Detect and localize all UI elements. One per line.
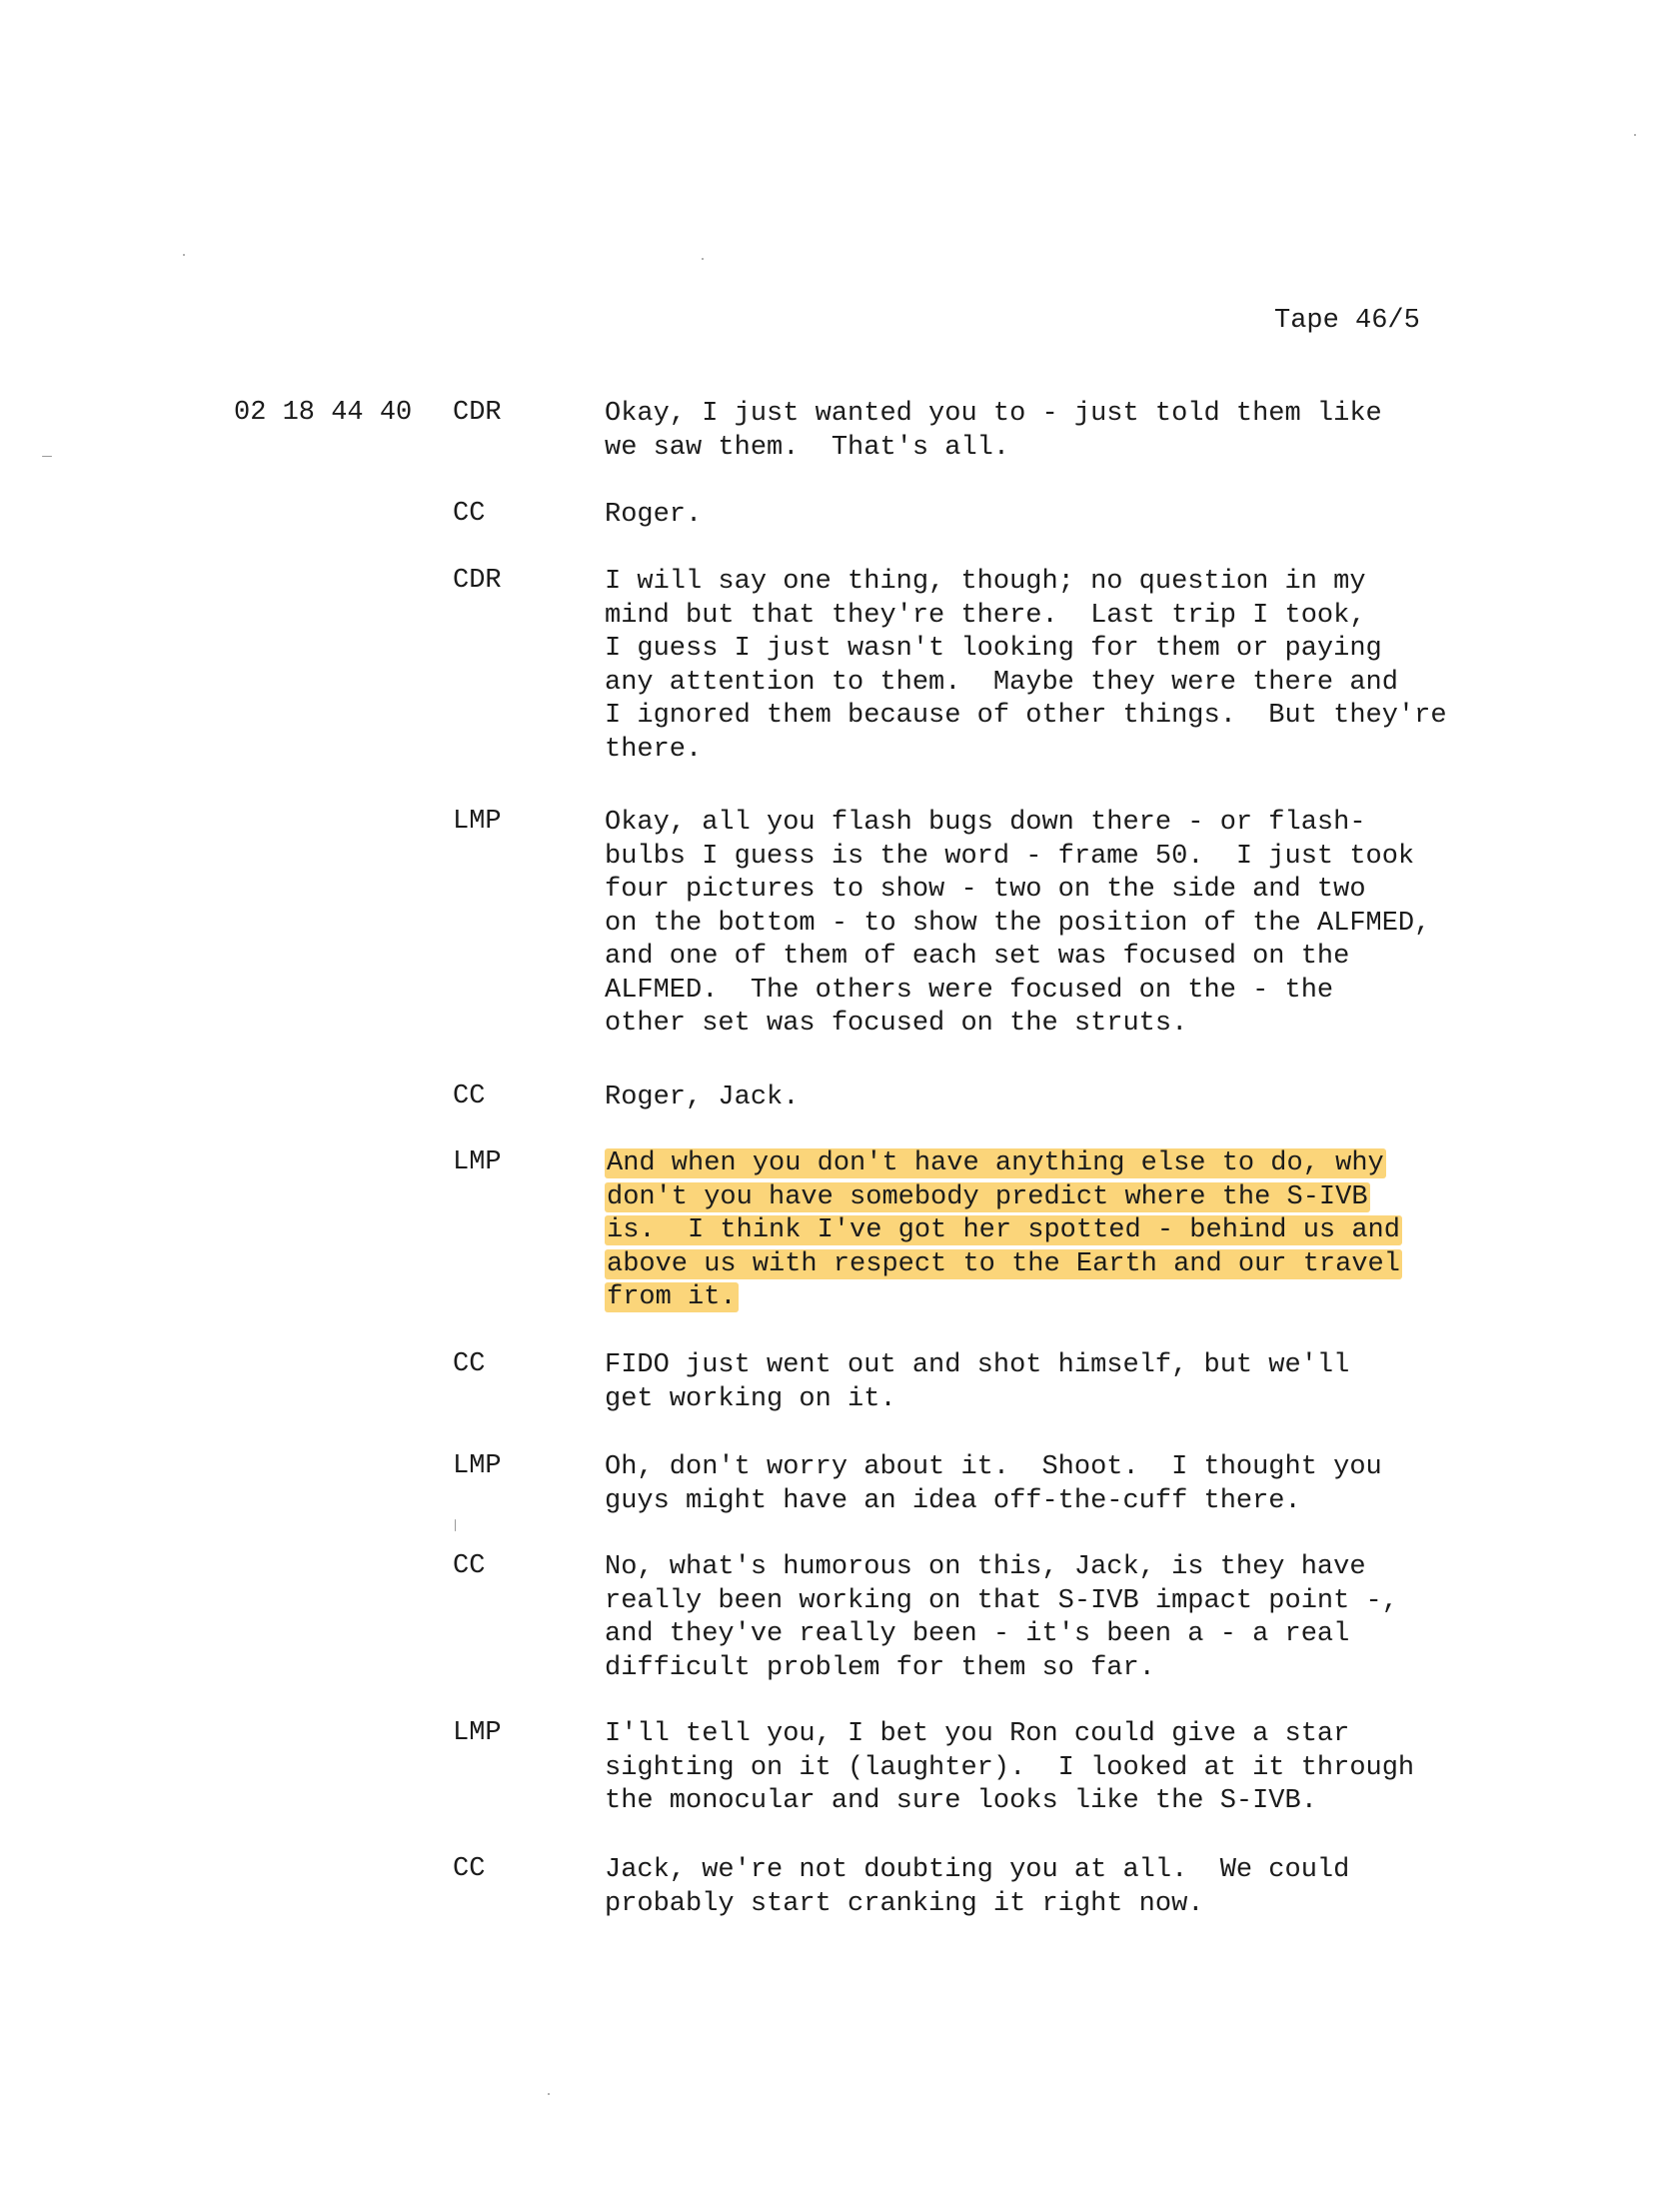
dialogue-line bbox=[605, 1785, 1604, 1819]
speaker-label: LMP bbox=[453, 807, 502, 837]
dialogue-line bbox=[605, 633, 1604, 667]
dialogue-line-text: is. I think I've got her spotted - behind us and bbox=[607, 1215, 1400, 1245]
speaker-label: LMP bbox=[453, 1718, 502, 1748]
speaker-label: LMP bbox=[453, 1451, 502, 1481]
dialogue-line-text: I will say one thing, though; no question in my bbox=[605, 567, 1366, 597]
dialogue-line bbox=[605, 566, 1604, 600]
dialogue-line bbox=[605, 734, 1604, 768]
dialogue-line-text: get working on it. bbox=[605, 1383, 896, 1414]
dialogue-line-text: No, what's humorous on this, Jack, is they have bbox=[605, 1552, 1366, 1582]
dialogue-line bbox=[605, 1652, 1604, 1686]
dialogue-line bbox=[605, 1618, 1604, 1652]
dialogue-line-text: Roger, Jack. bbox=[605, 1083, 800, 1112]
dialogue-line-text: on the bottom - to show the position of the ALFMED, bbox=[605, 908, 1431, 939]
dialogue-line bbox=[605, 600, 1604, 634]
dialogue-line bbox=[605, 1147, 1604, 1181]
dialogue-text bbox=[605, 1854, 1604, 1921]
dialogue-line bbox=[605, 1281, 1604, 1315]
dialogue-line bbox=[605, 1181, 1604, 1215]
dialogue-line bbox=[605, 1585, 1604, 1619]
dialogue-text bbox=[605, 1082, 1604, 1115]
dialogue-line-text: ALFMED. The others were focused on the - the bbox=[605, 975, 1334, 1006]
scan-speck bbox=[548, 2093, 550, 2095]
speaker-label: CC bbox=[453, 1854, 486, 1884]
dialogue-line-text: Roger. bbox=[605, 500, 703, 530]
dialogue-line bbox=[605, 807, 1604, 841]
highlighted-dialogue bbox=[605, 1147, 1604, 1315]
scan-speck bbox=[455, 1519, 456, 1531]
dialogue-line-text: and one of them of each set was focused on the bbox=[605, 942, 1350, 972]
dialogue-line-text: Okay, all you flash bugs down there - or flash- bbox=[605, 808, 1366, 838]
dialogue-line bbox=[605, 700, 1604, 734]
dialogue-line bbox=[605, 1485, 1604, 1519]
dialogue-line bbox=[605, 1214, 1604, 1248]
speaker-label: CDR bbox=[453, 566, 502, 596]
dialogue-line-text: Jack, we're not doubting you at all. We could bbox=[605, 1855, 1350, 1885]
scan-speck bbox=[183, 254, 185, 256]
scan-speck bbox=[1634, 134, 1636, 136]
speaker-label: CDR bbox=[453, 398, 502, 428]
dialogue-line-text: other set was focused on the struts. bbox=[605, 1009, 1188, 1039]
dialogue-line bbox=[605, 1854, 1604, 1888]
dialogue-line-text: guys might have an idea off-the-cuff there. bbox=[605, 1485, 1301, 1516]
scan-speck bbox=[42, 456, 52, 457]
dialogue-line bbox=[605, 908, 1604, 942]
tape-label: Tape 46/5 bbox=[1274, 306, 1420, 336]
dialogue-line bbox=[605, 1888, 1604, 1922]
speaker-label: CC bbox=[453, 1349, 486, 1379]
dialogue-line bbox=[605, 1248, 1604, 1282]
dialogue-line bbox=[605, 1082, 1604, 1115]
dialogue-line-text: I guess I just wasn't looking for them or paying bbox=[605, 634, 1382, 664]
dialogue-line bbox=[605, 874, 1604, 908]
dialogue-text bbox=[605, 1451, 1604, 1518]
dialogue-line bbox=[605, 432, 1604, 466]
dialogue-line bbox=[605, 1752, 1604, 1786]
dialogue-line-text: I'll tell you, I bet you Ron could give a star bbox=[605, 1719, 1350, 1749]
scan-speck bbox=[702, 258, 704, 260]
dialogue-line-text: mind but that they're there. Last trip I took, bbox=[605, 600, 1366, 631]
dialogue-line-text: Okay, I just wanted you to - just told them like bbox=[605, 399, 1382, 429]
dialogue-line-text: we saw them. That's all. bbox=[605, 432, 1010, 463]
dialogue-line-text: Oh, don't worry about it. Shoot. I thought you bbox=[605, 1452, 1382, 1482]
dialogue-line bbox=[605, 1383, 1604, 1417]
dialogue-line bbox=[605, 941, 1604, 975]
dialogue-line bbox=[605, 1008, 1604, 1042]
dialogue-line-text: probably start cranking it right now. bbox=[605, 1888, 1204, 1919]
timestamp: 02 18 44 40 bbox=[234, 398, 413, 428]
speaker-label: LMP bbox=[453, 1147, 502, 1177]
dialogue-text bbox=[605, 398, 1604, 465]
dialogue-line-text: any attention to them. Maybe they were there and bbox=[605, 667, 1398, 698]
dialogue-line bbox=[605, 975, 1604, 1009]
dialogue-text bbox=[605, 1718, 1604, 1819]
dialogue-line-text: above us with respect to the Earth and our travel bbox=[607, 1248, 1400, 1279]
dialogue-text bbox=[605, 499, 1604, 533]
dialogue-line bbox=[605, 499, 1604, 533]
dialogue-line bbox=[605, 1349, 1604, 1383]
speaker-label: CC bbox=[453, 1082, 486, 1111]
dialogue-line-text: there. bbox=[605, 734, 703, 765]
dialogue-line-text: FIDO just went out and shot himself, but we'll bbox=[605, 1350, 1350, 1380]
dialogue-line bbox=[605, 667, 1604, 701]
dialogue-line-text: I ignored them because of other things. But they're bbox=[605, 701, 1447, 731]
dialogue-line-text: bulbs I guess is the word - frame 50. I just took bbox=[605, 841, 1415, 872]
dialogue-text bbox=[605, 1551, 1604, 1685]
dialogue-line-text: and they've really been - it's been a - a real bbox=[605, 1619, 1350, 1649]
dialogue-line bbox=[605, 1718, 1604, 1752]
dialogue-line bbox=[605, 1551, 1604, 1585]
dialogue-line-text: And when you don't have anything else to do, why bbox=[607, 1148, 1384, 1178]
dialogue-text bbox=[605, 1349, 1604, 1416]
dialogue-line-text: sighting on it (laughter). I looked at it through bbox=[605, 1752, 1415, 1783]
dialogue-line bbox=[605, 841, 1604, 875]
dialogue-text bbox=[605, 566, 1604, 767]
dialogue-line-text: the monocular and sure looks like the S-IVB. bbox=[605, 1786, 1317, 1816]
speaker-label: CC bbox=[453, 1551, 486, 1581]
speaker-label: CC bbox=[453, 499, 486, 529]
dialogue-text bbox=[605, 807, 1604, 1042]
dialogue-line bbox=[605, 1451, 1604, 1485]
dialogue-line-text: from it. bbox=[607, 1282, 737, 1312]
dialogue-line-text: difficult problem for them so far. bbox=[605, 1652, 1155, 1683]
dialogue-line bbox=[605, 398, 1604, 432]
dialogue-line-text: don't you have somebody predict where the S-IVB bbox=[607, 1181, 1368, 1212]
dialogue-line-text: really been working on that S-IVB impact point -, bbox=[605, 1585, 1398, 1616]
dialogue-line-text: four pictures to show - two on the side and two bbox=[605, 875, 1366, 905]
